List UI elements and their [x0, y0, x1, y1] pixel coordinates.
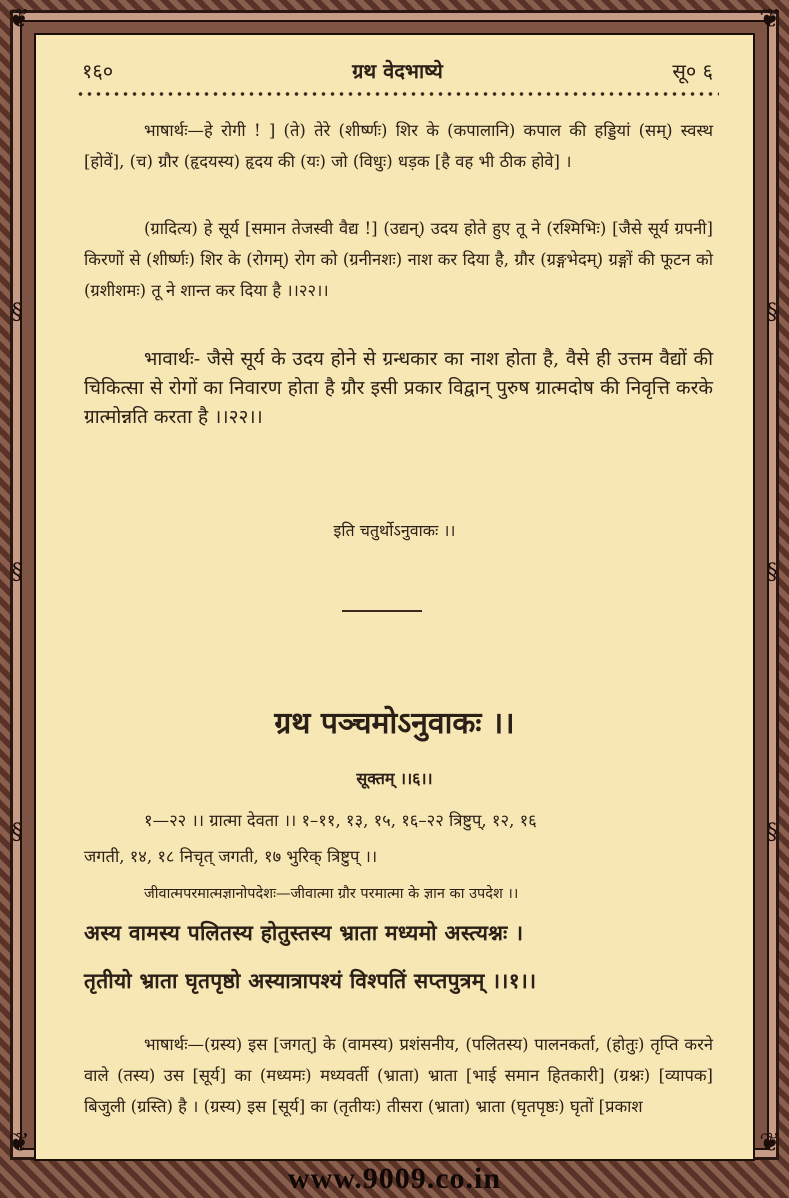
corner-ornament-icon: ❦ — [8, 4, 30, 34]
corner-ornament-icon: ❦ — [759, 1128, 781, 1158]
corner-ornament-icon: ❦ — [8, 1128, 30, 1158]
running-title: ग्रथ वेदभाष्ये — [352, 59, 443, 83]
meaning-paragraph: भाषार्थः—हे रोगी ! ] (ते) तेरे (शीर्ष्णः) शिर के (कपालानि) कपाल की हड्डियां (सम्) स्वस्थ [होवें], (च) ग्रौर (हृदयस्य) हृदय की (यः) जो (विधुः) धड़क [है वह भी ठीक होवे] । — [84, 121, 713, 171]
sukta-reference: सू० ६ — [672, 59, 713, 83]
side-ornament-icon: § — [11, 820, 23, 845]
side-ornament-icon: § — [766, 820, 778, 845]
website-footer: www.9009.co.in — [287, 1162, 502, 1195]
dotted-divider — [76, 91, 719, 97]
mantra-line: तृतीयो भ्राता घृतपृष्ठो अस्यात्रापश्यं विश्पतिं सप्तपुत्रम् ।।१।। — [84, 968, 537, 993]
sukta-title: सूक्तम् ।।६।। — [356, 769, 433, 788]
side-ornament-icon: § — [766, 300, 778, 325]
section-title: ग्रथ पञ्चमोऽनुवाकः ।। — [274, 706, 515, 741]
meaning-paragraph: भाषार्थः—(ग्रस्य) इस [जगत्] के (वामस्य) प्रशंसनीय, (पलितस्य) पालनकर्ता, (होतुः) तृप्ति करने वाले (तस्य) उस [सूर्य] का (मध्यमः) मध्यवर्ती (भ्राता) भ्राता [भाई समान हितकारी] (ग्रश्नः) [व्यापक] बिजुली (ग्रस्ति) है । (ग्रस्य) इस [सूर्य] का (तृतीयः) तीसरा (भ्राता) भ्राता (घृतपृष्ठः) घृतों [प्रकाश — [84, 1035, 713, 1116]
book-page — [34, 33, 755, 1161]
mantra-line: अस्य वामस्य पलितस्य होतुस्तस्य भ्राता मध्यमो अस्त्यश्नः । — [84, 920, 524, 945]
devata-line: १—२२ ।। ग्रात्मा देवता ।। १–११, १३, १५, १६–२२ त्रिष्टुप्, १२, १६ — [144, 811, 537, 830]
anuvaka-end: इति चतुर्थोऽनुवाकः ।। — [333, 521, 456, 540]
side-ornament-icon: § — [766, 560, 778, 585]
devata-line-continued: जगती, १४, १८ निचृत् जगती, १७ भुरिक् त्रिष्टुप् ।। — [84, 847, 378, 866]
side-ornament-icon: § — [11, 560, 23, 585]
meaning-paragraph-continued: (ग्रादित्य) हे सूर्य [समान तेजस्वी वैद्य !] (उद्यन्) उदय होते हुए तू ने (रश्मिभिः) [जैसे सूर्य ग्रपनी] किरणों से (शीर्ष्णः) शिर के (रोगम्) रोग को (ग्रनीनशः) नाश कर दिया है, ग्रौर (ग्रङ्गभेदम्) ग्रङ्गों की फूटन को (ग्रशीशमः) तू ने शान्त कर दिया है ।।२२।। — [84, 219, 713, 300]
page-number: १६० — [82, 59, 114, 83]
page-header — [82, 57, 713, 87]
side-ornament-icon: § — [11, 300, 23, 325]
commentary-paragraph: भावार्थः- जैसे सूर्य के उदय होने से ग्रन्धकार का नाश होता है, वैसे ही उत्तम वैद्यों की चिकित्सा से रोगों का निवारण होता है ग्रौर इसी प्रकार विद्वान् पुरुष ग्रात्मदोष की निवृत्ति करके ग्रात्मोन्नति करता है ।।२२।। — [84, 348, 713, 428]
corner-ornament-icon: ❦ — [759, 4, 781, 34]
upadesha-line: जीवात्मपरमात्मज्ञानोपदेशः—जीवात्मा ग्रौर परमात्मा के ज्ञान का उपदेश ।। — [144, 886, 519, 902]
section-divider — [342, 610, 422, 612]
